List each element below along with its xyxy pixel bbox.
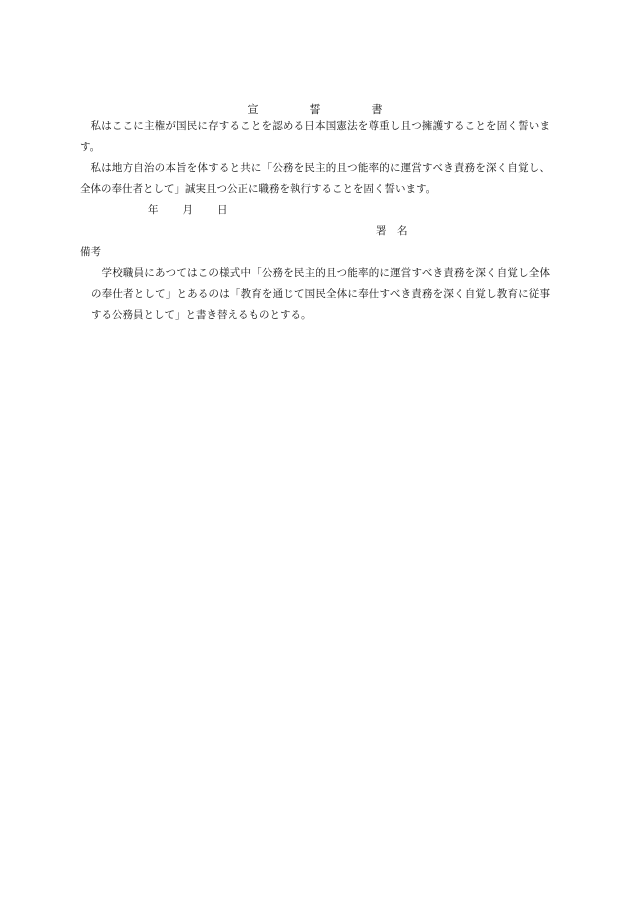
oath-paragraph-duties: 私は地方自治の本旨を体すると共に「公務を民主的且つ能率的に運営すべき責務を深く自覚し、全体の奉仕者として」誠実且つ公正に職務を執行することを固く誓います。 (80, 162, 550, 195)
document-title: 宣 誓 書 (247, 103, 403, 116)
date-year-label: 年 (148, 204, 159, 216)
oath-paragraph-constitution: 私はここに主権が国民に存することを認める日本国憲法を尊重し且つ擁護することを固く誓います。 (80, 120, 550, 153)
remarks-body: 学校職員にあつてはこの様式中「公務を民主的且つ能率的に運営すべき責務を深く自覚し全体の奉仕者として」とあるのは「教育を通じて国民全体に奉仕すべき責務を深く自覚し教育に従事する公務員として」と書き替えるものとする。 (91, 267, 550, 321)
remarks-heading: 備考 (80, 246, 101, 258)
date-line (148, 200, 228, 221)
date-month-label: 月 (182, 204, 193, 216)
signature-label: 署 名 (376, 225, 408, 237)
date-day-label: 日 (217, 204, 228, 216)
